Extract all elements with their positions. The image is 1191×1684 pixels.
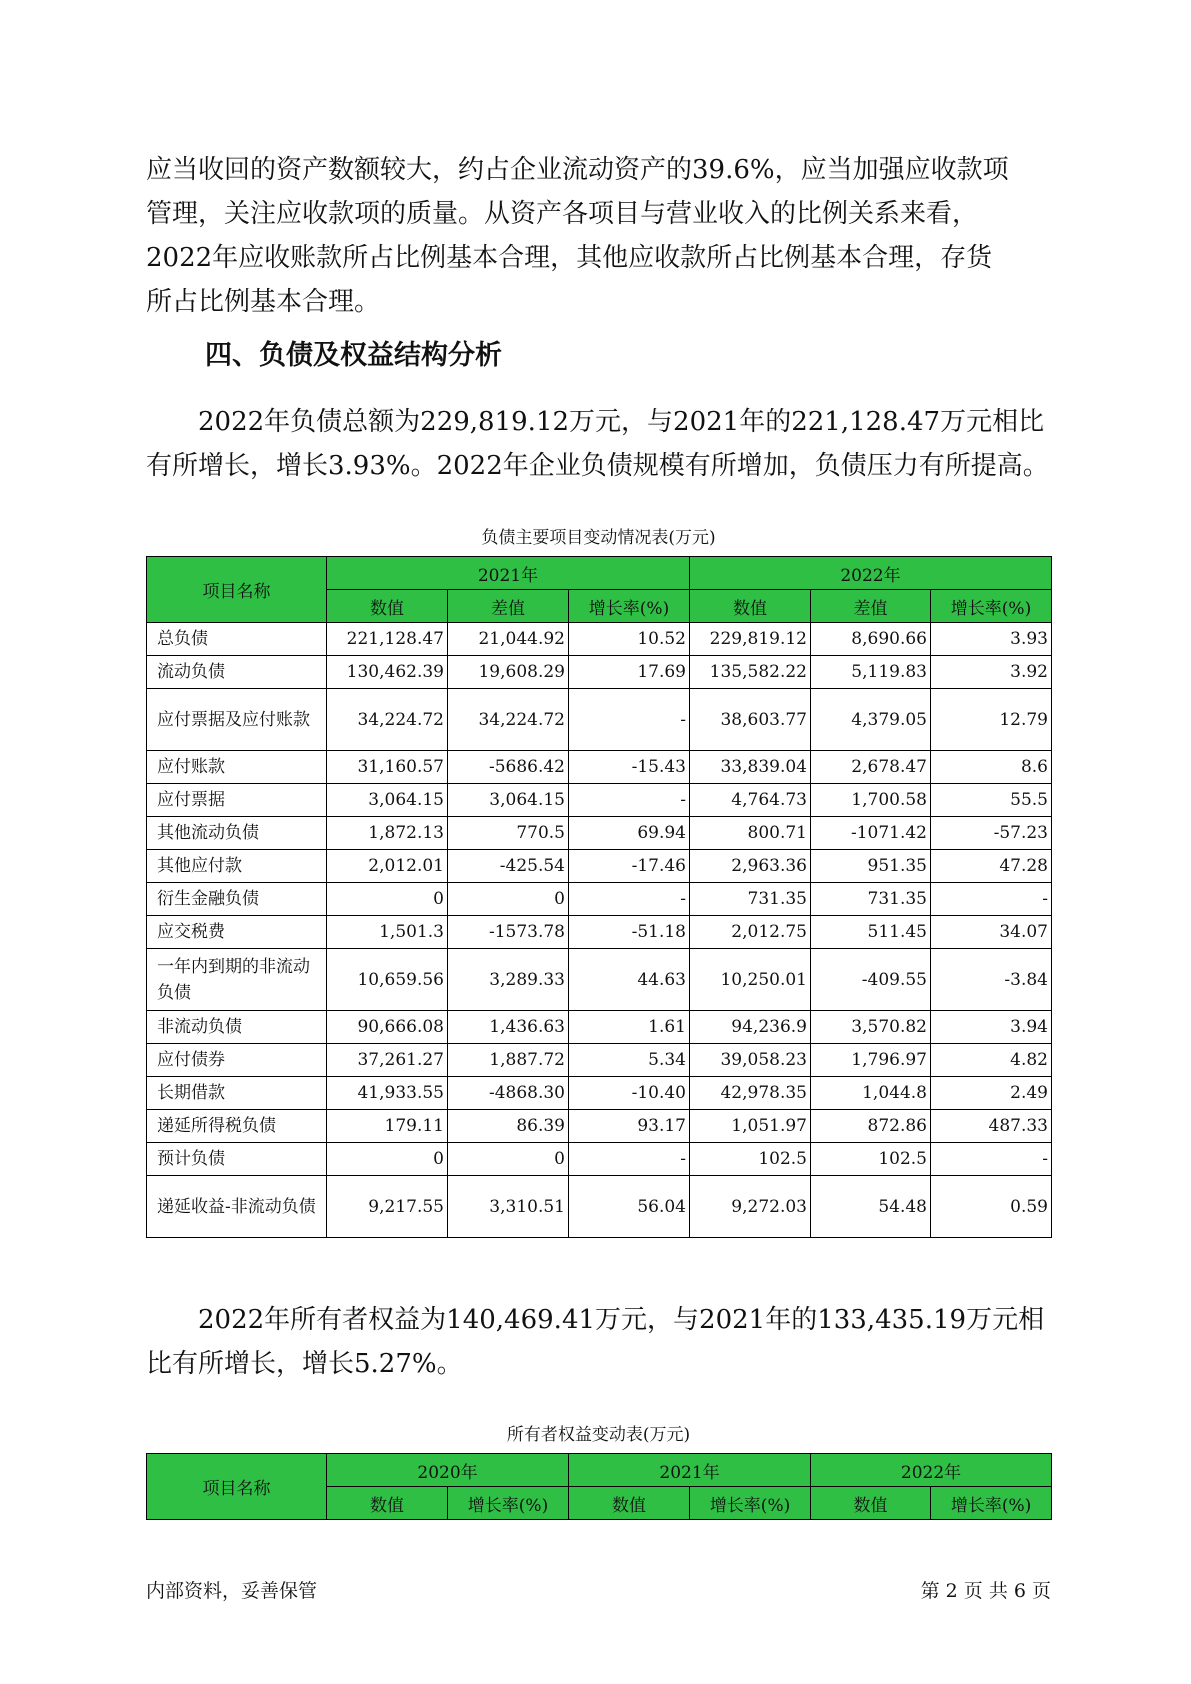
- col-growth-header: 增长率(%): [448, 1487, 569, 1520]
- cell: 1,796.97: [811, 1044, 931, 1077]
- cell: 3,064.15: [448, 784, 569, 817]
- cell: 1,872.13: [327, 817, 448, 850]
- cell: 10,659.56: [327, 949, 448, 1011]
- equity-table: [146, 1453, 1052, 1520]
- cell: 5,119.83: [811, 656, 931, 689]
- cell: 3.94: [931, 1011, 1052, 1044]
- row-label: 递延收益-非流动负债: [147, 1176, 327, 1238]
- table-row: [147, 949, 1052, 1011]
- liability-header-row: [147, 557, 1052, 590]
- col-value-header: 数值: [811, 1487, 931, 1520]
- cell: 731.35: [690, 883, 811, 916]
- equity-table-caption: 所有者权益变动表(万元): [506, 1425, 691, 1445]
- cell: 229,819.12: [690, 623, 811, 656]
- cell: -409.55: [811, 949, 931, 1011]
- liability-table-caption: 负债主要项目变动情况表(万元): [481, 528, 716, 548]
- cell: 2,012.75: [690, 916, 811, 949]
- cell: -5686.42: [448, 751, 569, 784]
- cell: 86.39: [448, 1110, 569, 1143]
- cell: 1.61: [569, 1011, 690, 1044]
- cell: 69.94: [569, 817, 690, 850]
- cell: 10.52: [569, 623, 690, 656]
- cell: -10.40: [569, 1077, 690, 1110]
- year-2022-header: 2022年: [811, 1454, 1052, 1487]
- cell: 93.17: [569, 1110, 690, 1143]
- cell: 3,570.82: [811, 1011, 931, 1044]
- footer-page-number: 第 2 页 共 6 页: [920, 1580, 1051, 1602]
- col-growth-header: 增长率(%): [690, 1487, 811, 1520]
- table-row: [147, 656, 1052, 689]
- year-2021-header: 2021年: [569, 1454, 811, 1487]
- intro-paragraph: [146, 148, 1051, 324]
- table-row: [147, 817, 1052, 850]
- cell: 221,128.47: [327, 623, 448, 656]
- row-label: 流动负债: [147, 656, 327, 689]
- cell: 0: [448, 883, 569, 916]
- table-row: [147, 751, 1052, 784]
- cell: 3.93: [931, 623, 1052, 656]
- cell: 4,379.05: [811, 689, 931, 751]
- intro-line: 管理，关注应收款项的质量。从资产各项目与营业收入的比例关系来看，: [146, 199, 979, 229]
- cell: 4,764.73: [690, 784, 811, 817]
- row-label: 应付票据及应付账款: [147, 689, 327, 751]
- table-row: [147, 916, 1052, 949]
- footer-confidential-note: 内部资料，妥善保管: [146, 1580, 318, 1602]
- cell: 800.71: [690, 817, 811, 850]
- cell: 90,666.08: [327, 1011, 448, 1044]
- intro-line: 所占比例基本合理。: [146, 287, 381, 317]
- cell: -51.18: [569, 916, 690, 949]
- cell: -: [569, 784, 690, 817]
- liability-line: 有所增长，增长3.93%。2022年企业负债规模有所增加，负债压力有所提高。: [146, 451, 1049, 481]
- row-label: 应交税费: [147, 916, 327, 949]
- table-row: [147, 1143, 1052, 1176]
- cell: 102.5: [690, 1143, 811, 1176]
- cell: 1,044.8: [811, 1077, 931, 1110]
- cell: -: [569, 689, 690, 751]
- cell: 1,436.63: [448, 1011, 569, 1044]
- col-value-header: 数值: [690, 590, 811, 623]
- cell: 951.35: [811, 850, 931, 883]
- table-row: [147, 689, 1052, 751]
- cell: -57.23: [931, 817, 1052, 850]
- cell: 44.63: [569, 949, 690, 1011]
- row-label: 递延所得税负债: [147, 1110, 327, 1143]
- cell: 872.86: [811, 1110, 931, 1143]
- cell: 54.48: [811, 1176, 931, 1238]
- cell: -17.46: [569, 850, 690, 883]
- row-label: 衍生金融负债: [147, 883, 327, 916]
- cell: 0: [327, 1143, 448, 1176]
- cell: 41,933.55: [327, 1077, 448, 1110]
- section-heading: 四、负债及权益结构分析: [205, 340, 502, 371]
- cell: -15.43: [569, 751, 690, 784]
- cell: -: [569, 883, 690, 916]
- cell: 1,700.58: [811, 784, 931, 817]
- table-row: [147, 1044, 1052, 1077]
- table-row: [147, 784, 1052, 817]
- cell: 2.49: [931, 1077, 1052, 1110]
- row-label: 非流动负债: [147, 1011, 327, 1044]
- year-2020-header: 2020年: [327, 1454, 569, 1487]
- cell: 39,058.23: [690, 1044, 811, 1077]
- col-growth-header: 增长率(%): [931, 1487, 1052, 1520]
- cell: 9,272.03: [690, 1176, 811, 1238]
- col-value-header: 数值: [569, 1487, 690, 1520]
- table-row: [147, 883, 1052, 916]
- table-row: [147, 623, 1052, 656]
- cell: 21,044.92: [448, 623, 569, 656]
- cell: 1,051.97: [690, 1110, 811, 1143]
- col-growth-header: 增长率(%): [931, 590, 1052, 623]
- cell: 135,582.22: [690, 656, 811, 689]
- cell: 8,690.66: [811, 623, 931, 656]
- intro-line: 2022年应收账款所占比例基本合理，其他应收款所占比例基本合理，存货: [146, 243, 993, 273]
- liability-line: 2022年负债总额为229,819.12万元，与2021年的221,128.47万元相比: [198, 407, 1045, 437]
- cell: 3,064.15: [327, 784, 448, 817]
- table-row: [147, 850, 1052, 883]
- col-diff-header: 差值: [811, 590, 931, 623]
- cell: 56.04: [569, 1176, 690, 1238]
- row-label: 一年内到期的非流动负债: [147, 949, 327, 1011]
- equity-line: 2022年所有者权益为140,469.41万元，与2021年的133,435.19万元相: [198, 1305, 1045, 1335]
- equity-line: 比有所增长，增长5.27%。: [146, 1349, 463, 1379]
- row-label: 其他应付款: [147, 850, 327, 883]
- cell: 31,160.57: [327, 751, 448, 784]
- cell: 12.79: [931, 689, 1052, 751]
- cell: 0: [448, 1143, 569, 1176]
- table-row: [147, 1110, 1052, 1143]
- row-label: 应付账款: [147, 751, 327, 784]
- item-name-header: 项目名称: [147, 1454, 327, 1520]
- row-label: 应付票据: [147, 784, 327, 817]
- cell: -1071.42: [811, 817, 931, 850]
- cell: -: [931, 1143, 1052, 1176]
- cell: 10,250.01: [690, 949, 811, 1011]
- cell: 731.35: [811, 883, 931, 916]
- cell: -3.84: [931, 949, 1052, 1011]
- col-value-header: 数值: [327, 1487, 448, 1520]
- cell: 9,217.55: [327, 1176, 448, 1238]
- table-row: [147, 1176, 1052, 1238]
- cell: 47.28: [931, 850, 1052, 883]
- cell: -: [931, 883, 1052, 916]
- cell: 94,236.9: [690, 1011, 811, 1044]
- equity-header-row: [147, 1454, 1052, 1487]
- cell: 0: [327, 883, 448, 916]
- cell: 3,310.51: [448, 1176, 569, 1238]
- cell: 17.69: [569, 656, 690, 689]
- col-growth-header: 增长率(%): [569, 590, 690, 623]
- cell: 2,678.47: [811, 751, 931, 784]
- row-label: 应付债券: [147, 1044, 327, 1077]
- row-label: 其他流动负债: [147, 817, 327, 850]
- table-row: [147, 1011, 1052, 1044]
- col-value-header: 数值: [327, 590, 448, 623]
- cell: 4.82: [931, 1044, 1052, 1077]
- cell: 770.5: [448, 817, 569, 850]
- equity-paragraph: [146, 1298, 1051, 1386]
- cell: 42,978.35: [690, 1077, 811, 1110]
- row-label: 长期借款: [147, 1077, 327, 1110]
- cell: 19,608.29: [448, 656, 569, 689]
- cell: 55.5: [931, 784, 1052, 817]
- cell: -425.54: [448, 850, 569, 883]
- cell: 38,603.77: [690, 689, 811, 751]
- cell: 487.33: [931, 1110, 1052, 1143]
- row-label: 预计负债: [147, 1143, 327, 1176]
- cell: 8.6: [931, 751, 1052, 784]
- cell: 34.07: [931, 916, 1052, 949]
- liability-table: [146, 556, 1052, 1238]
- cell: 3.92: [931, 656, 1052, 689]
- row-label: 总负债: [147, 623, 327, 656]
- cell: 1,501.3: [327, 916, 448, 949]
- cell: 1,887.72: [448, 1044, 569, 1077]
- year-2021-header: 2021年: [327, 557, 690, 590]
- cell: -: [569, 1143, 690, 1176]
- item-name-header: 项目名称: [147, 557, 327, 623]
- col-diff-header: 差值: [448, 590, 569, 623]
- table-row: [147, 1077, 1052, 1110]
- cell: 0.59: [931, 1176, 1052, 1238]
- cell: 2,963.36: [690, 850, 811, 883]
- cell: 33,839.04: [690, 751, 811, 784]
- year-2022-header: 2022年: [690, 557, 1052, 590]
- cell: 130,462.39: [327, 656, 448, 689]
- cell: 179.11: [327, 1110, 448, 1143]
- cell: -4868.30: [448, 1077, 569, 1110]
- cell: 2,012.01: [327, 850, 448, 883]
- cell: -1573.78: [448, 916, 569, 949]
- cell: 5.34: [569, 1044, 690, 1077]
- cell: 511.45: [811, 916, 931, 949]
- liability-paragraph: [146, 400, 1051, 488]
- cell: 3,289.33: [448, 949, 569, 1011]
- intro-line: 应当收回的资产数额较大，约占企业流动资产的39.6%，应当加强应收款项: [146, 155, 1009, 185]
- cell: 37,261.27: [327, 1044, 448, 1077]
- cell: 34,224.72: [327, 689, 448, 751]
- cell: 102.5: [811, 1143, 931, 1176]
- cell: 34,224.72: [448, 689, 569, 751]
